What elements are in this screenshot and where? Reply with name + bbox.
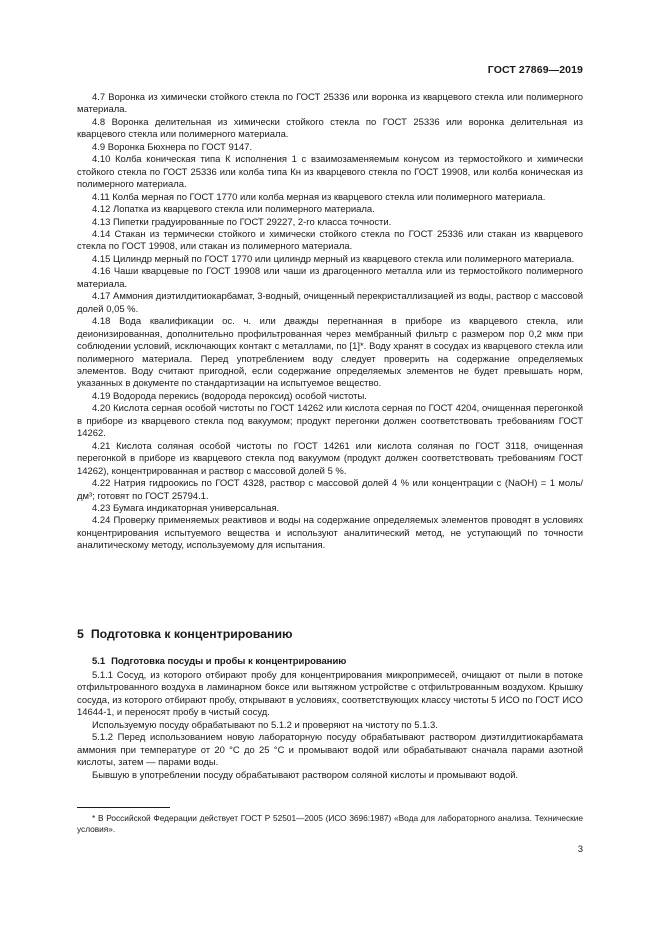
section-title: Подготовка к концентрированию	[90, 627, 293, 641]
list-item	[77, 204, 583, 216]
list-item	[77, 229, 583, 254]
item-text: Воронка делительная из химически стойкого стекла по ГОСТ 25336 или воронка делительная из кварцевого стекла или полимерного материала.	[77, 116, 584, 141]
item-text: Стакан из термически стойкого и химически стойкого стекла по ГОСТ 25336 или стакан из кварцевого стекла по ГОСТ 19908, или стакан из полимерного материала.	[77, 228, 583, 253]
item-text: Кислота соляная особой чистоты по ГОСТ 14261 или кислота соляная по ГОСТ 3118, очищенная перегонкой в приборе из кварцевого стекла под вакуумом (продукт должен соответствовать требованиям ГОСТ 14262), концентрированная и раствор с массовой долей 5 %.	[77, 440, 583, 477]
item-number: 4.10	[92, 154, 111, 166]
paragraph: 5.1.1 Сосуд, из которого отбирают пробу для концентрирования микропримесей, очищают от пыли в потоке отфильтрованного воздуха в ламинарном боксе или вытяжном устройстве с отфильтрованным воздухом. Крышку сосуда, из которого отбирают пробу, открывают в условиях, соответствующих классу чистоты 5 ИСО по ГОСТ ИСО 14644-1, и переносят пробу в чистый сосуд.	[77, 670, 583, 719]
item-text: Лопатка из кварцевого стекла или полимерного материала.	[113, 204, 375, 216]
item-number: 4.14	[92, 228, 111, 240]
item-number: 4.24	[92, 515, 111, 527]
item-number: 4.7	[92, 92, 106, 103]
item-text: Колба мерная по ГОСТ 1770 или колба мерная из кварцевого стекла или полимерного материала.	[112, 191, 546, 203]
list-item	[77, 266, 583, 291]
item-text: Чаши кварцевые по ГОСТ 19908 или чаши из драгоценного металла или из термостойкого полимерного материала.	[77, 266, 583, 290]
item-text: Аммония диэтилдитиокарбамат, 3-водный, очищенный перекристаллизацией из воды, раствор с массовой долей 0,05 %.	[77, 291, 583, 315]
item-number: 4.18	[92, 316, 111, 328]
list-item	[77, 117, 583, 142]
list-item	[77, 391, 583, 403]
paragraph: Используемую посуду обрабатывают по 5.1.2 и проверяют на чистоту по 5.1.3.	[92, 719, 438, 731]
item-text: Пипетки градуированные по ГОСТ 29227, 2-го класса точности.	[113, 216, 392, 228]
item-text: Проверку применяемых реактивов и воды на содержание определяемых элементов проводят в условиях концентрирования испытуемого вещества и используют аналитический метод, не уступающий по точности аналитическому методу, используемому для испытания.	[77, 515, 583, 552]
item-number: 4.11	[92, 191, 110, 203]
item-text: Цилиндр мерный по ГОСТ 1770 или цилиндр мерный из кварцевого стекла или полимерного материала.	[113, 253, 575, 265]
item-number: 4.19	[92, 390, 111, 402]
item-text: Кислота серная особой чистоты по ГОСТ 14262 или кислота серная по ГОСТ 4204, очищенная перегонкой в приборе из кварцевого стекла под вакуумом; продукт перегонки должен соответствовать требованиям ГОСТ 14262.	[77, 403, 583, 440]
list-item	[77, 478, 583, 503]
reagents-list	[77, 92, 583, 553]
subsection-heading	[92, 656, 346, 667]
list-item	[77, 192, 583, 204]
item-text: Воронка из химически стойкого стекла по ГОСТ 25336 или воронка из кварцевого стекла или полимерного материала.	[77, 92, 583, 116]
list-item	[77, 316, 583, 391]
item-text: Водорода перекись (водорода пероксид) особой чистоты.	[113, 390, 367, 402]
item-number: 4.12	[92, 204, 111, 216]
item-number: 4.23	[92, 502, 111, 514]
item-number: 4.13	[92, 216, 111, 228]
paragraph: Бывшую в употреблении посуду обрабатывают раствором соляной кислоты и промывают водой.	[92, 769, 519, 781]
footnote-divider	[77, 807, 170, 808]
list-item	[77, 515, 583, 552]
list-item	[77, 254, 583, 266]
paragraph: 5.1.2 Перед использованием новую лабораторную посуду обрабатывают раствором диэтилдитиокарбамата аммония при температуре от 20 °С до 25 °С и промывают водой или обрабатывают сначала парами азотной кислоты, затем — парами воды.	[77, 732, 583, 769]
item-text: Воронка Бюхнера по ГОСТ 9147.	[107, 141, 253, 153]
footnote: * В Российской Федерации действует ГОСТ Р 52501—2005 (ИСО 3696:1987) «Вода для лабораторного анализа. Технические условия».	[77, 813, 583, 835]
document-id-header: ГОСТ 27869—2019	[487, 64, 583, 76]
section-body	[77, 670, 583, 782]
item-text: Бумага индикаторная универсальная.	[113, 502, 280, 514]
page-number: 3	[577, 844, 583, 855]
list-item	[77, 142, 583, 154]
item-number: 4.21	[92, 440, 111, 452]
item-number: 4.20	[92, 403, 111, 415]
section-number: 5	[77, 627, 84, 641]
item-number: 4.9	[92, 141, 106, 153]
item-text: Вода квалификации ос. ч. или дважды перегнанная в приборе из кварцевого стекла, или деионизированная, дополнительно профильтрованная через мембранный фильтр с размером пор 0,2 мкм при соблюдении условий, исключающих контакт с металлами, по [1]*. Воду хранят в сосудах из кварцевого стекла или полимерного материала. Перед употреблением воду следует проверить на содержание определяемых элементов. Воду считают пригодной, если содержание определяемых элементов не будет превышать норм, указанных в документе по стандартизации на испытуемое вещество.	[77, 316, 584, 390]
list-item	[77, 503, 583, 515]
section-heading	[77, 627, 293, 641]
item-text: Натрия гидроокись по ГОСТ 4328, раствор с массовой долей 4 % или концентрации c (NaOH) = 1 моль/дм³; готовят по ГОСТ 25794.1.	[77, 478, 583, 502]
list-item	[77, 154, 583, 191]
item-number: 4.17	[92, 291, 111, 303]
list-item	[77, 92, 583, 117]
list-item	[77, 291, 583, 316]
item-number: 4.16	[92, 266, 111, 278]
list-item	[77, 441, 583, 478]
item-number: 4.8	[92, 116, 106, 128]
subsection-number: 5.1	[92, 656, 106, 667]
list-item	[77, 403, 583, 440]
subsection-title: Подготовка посуды и пробы к концентрированию	[111, 656, 347, 667]
item-number: 4.15	[92, 253, 111, 265]
item-text: Колба коническая типа К исполнения 1 с взаимозаменяемым конусом из термостойкого и химически стойкого стекла по ГОСТ 25336 или колба типа Кн из кварцевого стекла по ГОСТ 19908, или колба коническая из полимерного материала.	[77, 154, 584, 191]
item-number: 4.22	[92, 478, 111, 490]
list-item	[77, 217, 583, 229]
